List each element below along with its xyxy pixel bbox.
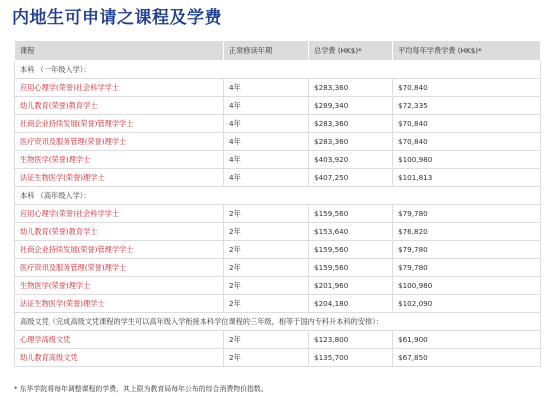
table-row — [15, 259, 541, 277]
course-avg-fee: $79,780 — [393, 205, 541, 223]
course-name[interactable]: 医疗资讯及服务管理(荣誉)理学士 — [15, 133, 224, 151]
course-duration: 2年 — [224, 295, 309, 313]
course-duration: 2年 — [224, 205, 309, 223]
course-avg-fee: $70,840 — [393, 79, 541, 97]
course-avg-fee: $70,840 — [393, 133, 541, 151]
course-duration: 2年 — [224, 349, 309, 367]
course-name[interactable]: 法证生物医学(荣誉)理学士 — [15, 295, 224, 313]
course-total-fee: $283,360 — [309, 79, 393, 97]
course-total-fee: $135,700 — [309, 349, 393, 367]
course-name[interactable]: 社商企业持续发展(荣誉)管理学学士 — [15, 115, 224, 133]
course-total-fee: $407,250 — [309, 169, 393, 187]
table-row — [15, 115, 541, 133]
table-row — [15, 295, 541, 313]
table-row — [15, 349, 541, 367]
table-header-row — [15, 41, 541, 61]
course-duration: 2年 — [224, 259, 309, 277]
course-duration: 4年 — [224, 79, 309, 97]
course-avg-fee: $70,840 — [393, 115, 541, 133]
course-avg-fee: $72,335 — [393, 97, 541, 115]
section-heading: 本科 （一年级入学）： — [15, 61, 541, 79]
course-avg-fee: $101,813 — [393, 169, 541, 187]
course-total-fee: $283,360 — [309, 133, 393, 151]
course-name[interactable]: 心理学高级文凭 — [15, 331, 224, 349]
course-total-fee: $159,560 — [309, 259, 393, 277]
course-duration: 4年 — [224, 115, 309, 133]
course-avg-fee: $67,850 — [393, 349, 541, 367]
course-name[interactable]: 生物医学(荣誉)理学士 — [15, 277, 224, 295]
course-name[interactable]: 应用心理学(荣誉)社会科学学士 — [15, 79, 224, 97]
page-title: 内地生可申请之课程及学费 — [12, 8, 222, 28]
table-row — [15, 241, 541, 259]
section-row — [15, 61, 541, 79]
course-name[interactable]: 医疗资讯及服务管理(荣誉)理学士 — [15, 259, 224, 277]
course-name[interactable]: 幼儿教育高级文凭 — [15, 349, 224, 367]
header-avg-fee: 平均每年学费学费 (HK$)* — [393, 41, 541, 61]
course-avg-fee: $100,980 — [393, 151, 541, 169]
course-avg-fee: $79,780 — [393, 259, 541, 277]
course-name[interactable]: 社商企业持续发展(荣誉)管理学学士 — [15, 241, 224, 259]
section-heading: 高级文凭（完成高级文凭课程的学生可以高年级入学衔接本科学位课程的三年级，相等于国内专科升本科的安排）： — [15, 313, 541, 331]
course-duration: 2年 — [224, 277, 309, 295]
course-total-fee: $403,920 — [309, 151, 393, 169]
course-name[interactable]: 幼儿教育(荣誉)教育学士 — [15, 223, 224, 241]
course-duration: 2年 — [224, 241, 309, 259]
course-total-fee: $159,560 — [309, 205, 393, 223]
fee-table — [14, 40, 541, 367]
course-name[interactable]: 幼儿教育(荣誉)教育学士 — [15, 97, 224, 115]
course-avg-fee: $76,820 — [393, 223, 541, 241]
course-avg-fee: $79,780 — [393, 241, 541, 259]
course-duration: 2年 — [224, 331, 309, 349]
table-row — [15, 133, 541, 151]
table-row — [15, 331, 541, 349]
course-avg-fee: $100,980 — [393, 277, 541, 295]
table-row — [15, 97, 541, 115]
table-row — [15, 223, 541, 241]
course-duration: 4年 — [224, 133, 309, 151]
section-row — [15, 187, 541, 205]
table-row — [15, 205, 541, 223]
table-row — [15, 151, 541, 169]
course-total-fee: $123,800 — [309, 331, 393, 349]
section-heading: 本科 （高年级入学）： — [15, 187, 541, 205]
course-name[interactable]: 法证生物医学(荣誉)理学士 — [15, 169, 224, 187]
course-total-fee: $153,640 — [309, 223, 393, 241]
course-total-fee: $201,960 — [309, 277, 393, 295]
course-avg-fee: $102,090 — [393, 295, 541, 313]
section-row — [15, 313, 541, 331]
course-total-fee: $283,360 — [309, 115, 393, 133]
header-total-fee: 总学费 (HK$)* — [309, 41, 393, 61]
table-row — [15, 277, 541, 295]
course-duration: 4年 — [224, 169, 309, 187]
course-total-fee: $289,340 — [309, 97, 393, 115]
course-avg-fee: $61,900 — [393, 331, 541, 349]
course-name[interactable]: 生物医学(荣誉)理学士 — [15, 151, 224, 169]
course-duration: 4年 — [224, 97, 309, 115]
course-duration: 4年 — [224, 151, 309, 169]
course-duration: 2年 — [224, 223, 309, 241]
course-name[interactable]: 应用心理学(荣誉)社会科学学士 — [15, 205, 224, 223]
header-duration: 正常修读年期 — [224, 41, 309, 61]
footnote: * 东华学院将每年调整课程的学费，其上限为教育局每年公布的综合消费物价指数。 — [14, 385, 268, 393]
course-total-fee: $204,180 — [309, 295, 393, 313]
course-total-fee: $159,560 — [309, 241, 393, 259]
table-row — [15, 79, 541, 97]
header-course: 课程 — [15, 41, 224, 61]
table-row — [15, 169, 541, 187]
